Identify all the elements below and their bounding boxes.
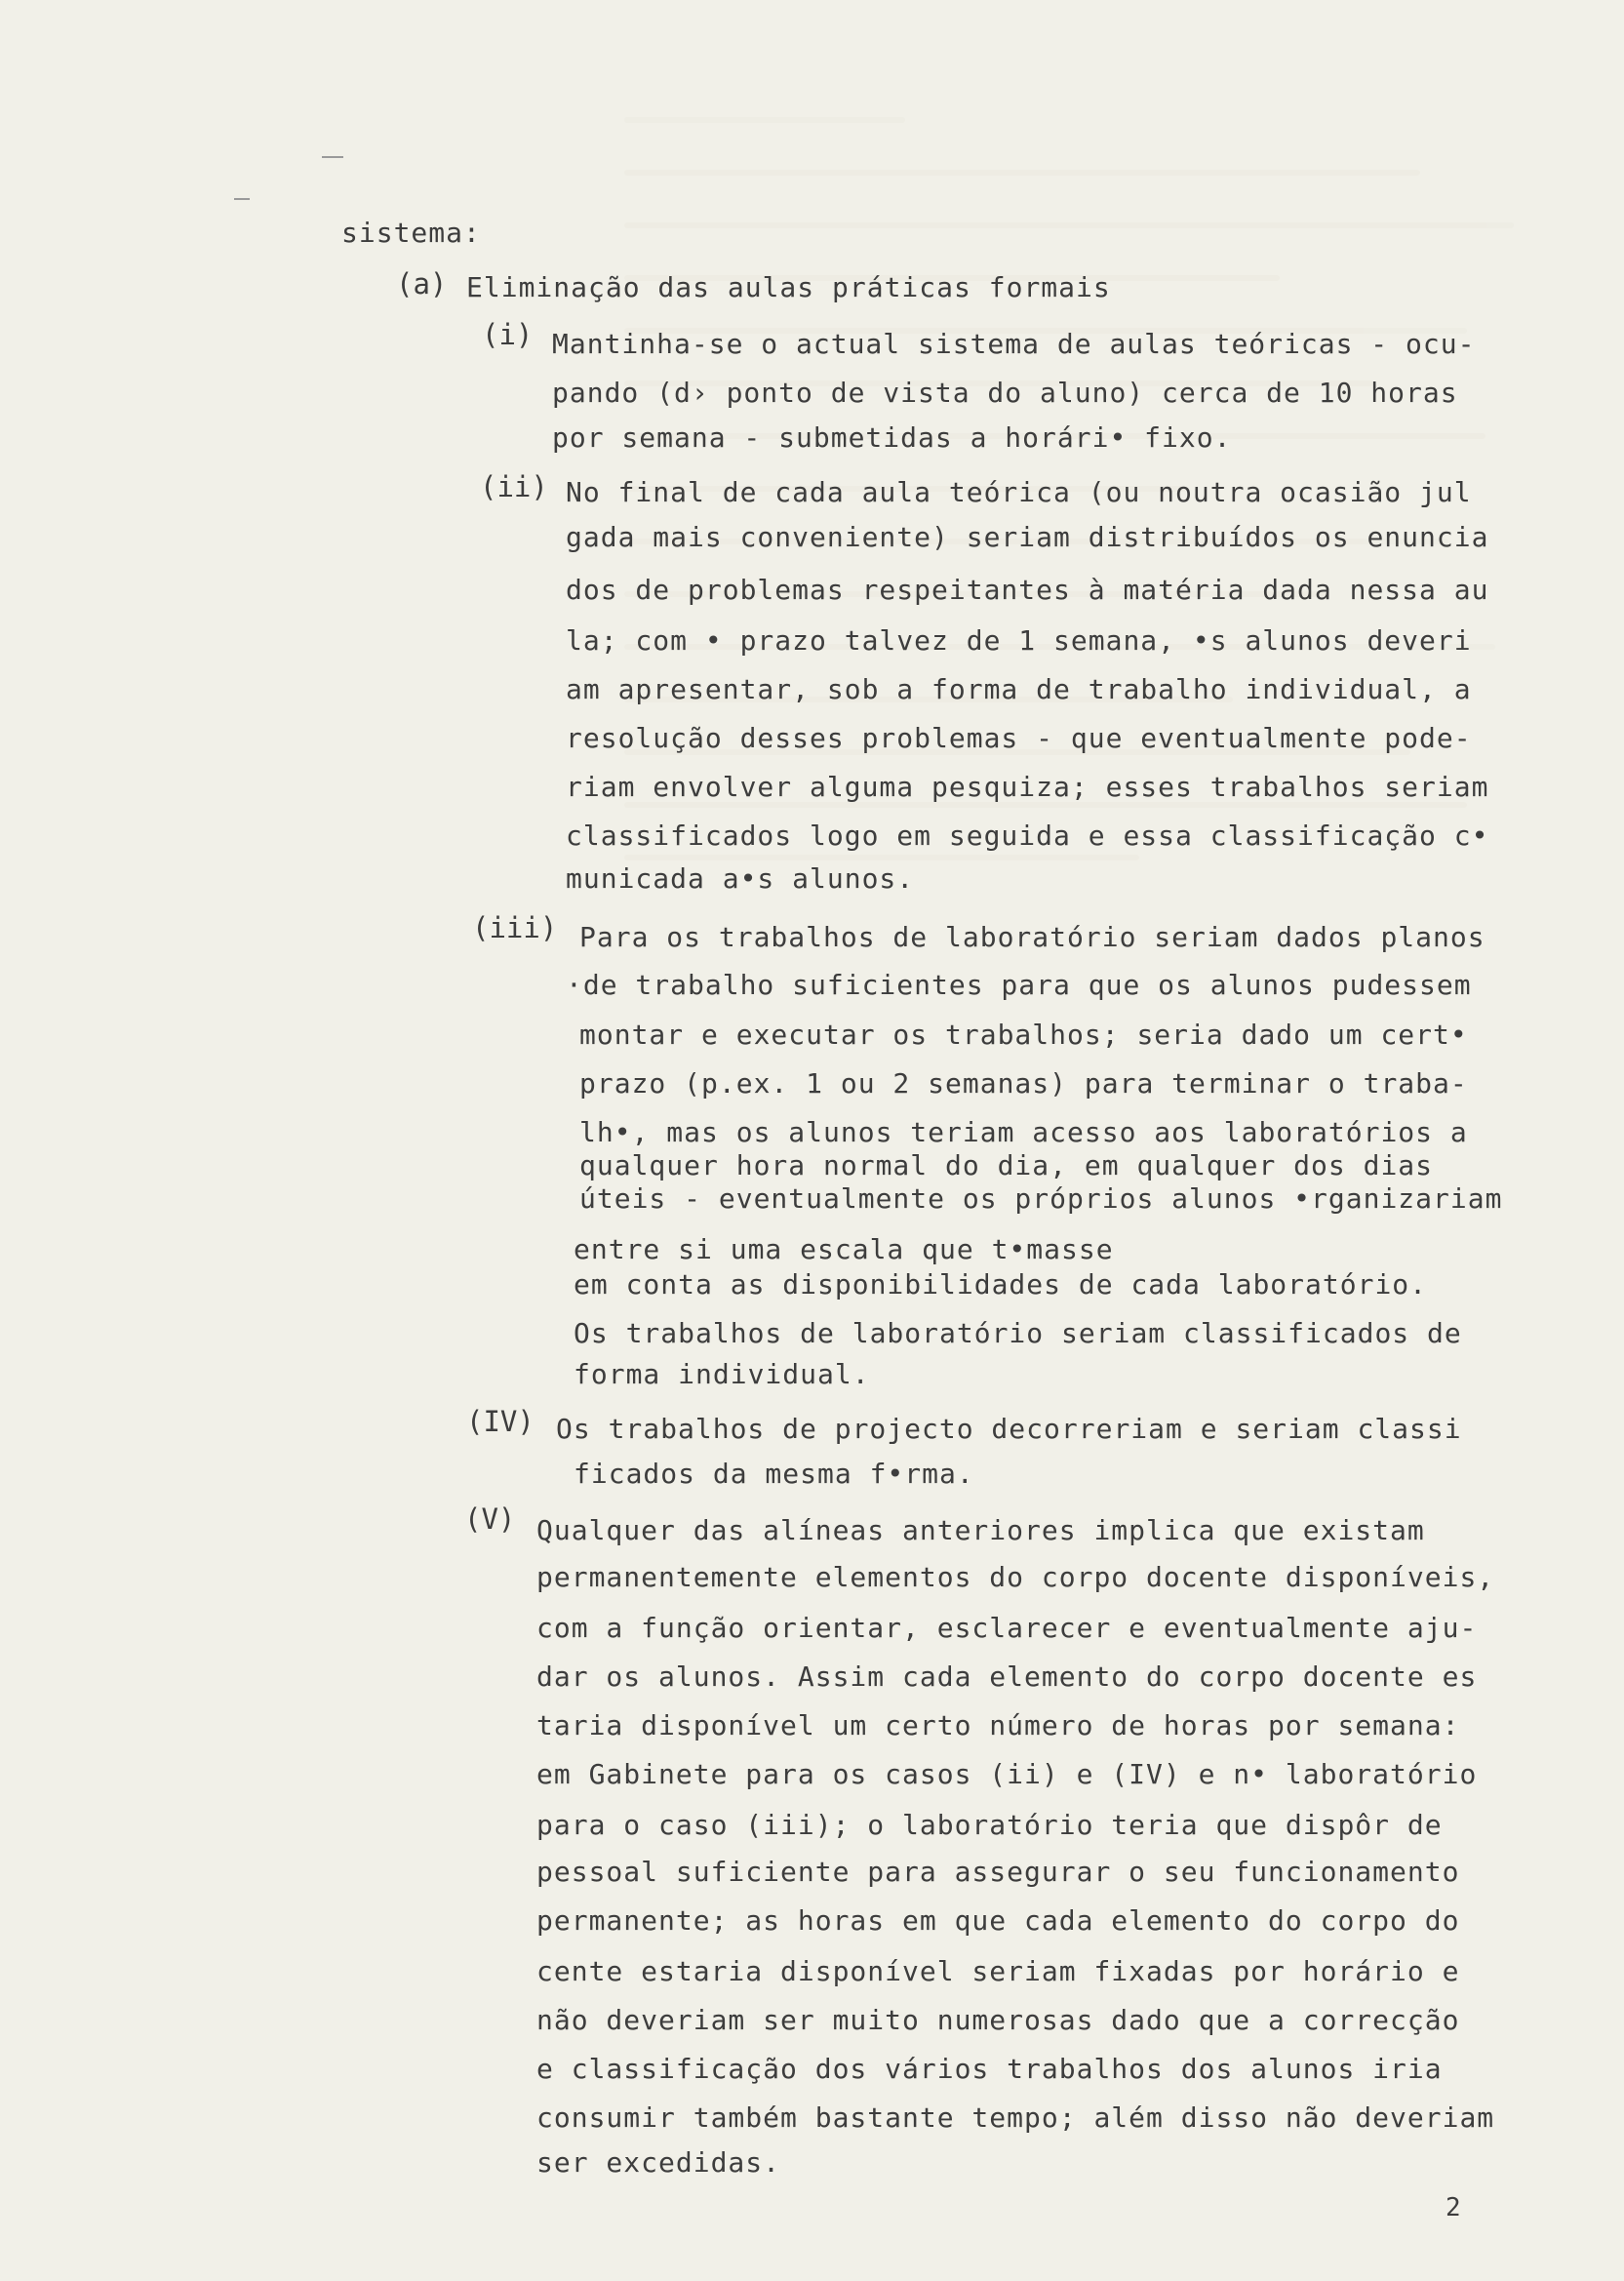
item-label: (IV) xyxy=(466,1405,535,1438)
item-line: am apresentar, sob a forma de trabalho individual, a xyxy=(566,673,1472,705)
item-line: montar e executar os trabalhos; seria dado um cert• xyxy=(579,1019,1468,1051)
item-line: Os trabalhos de projecto decorreriam e seriam classi xyxy=(556,1413,1462,1445)
item-line: Mantinha-se o actual sistema de aulas teóricas - ocu- xyxy=(552,328,1476,360)
item-line: cente estaria disponível seriam fixadas por horário e xyxy=(536,1955,1460,1987)
item-line: Para os trabalhos de laboratório seriam dados planos xyxy=(579,921,1485,953)
item-line: não deveriam ser muito numerosas dado que a correcção xyxy=(536,2004,1460,2036)
item-line: e classificação dos vários trabalhos dos alunos iria xyxy=(536,2053,1443,2085)
item-label: (i) xyxy=(482,318,534,351)
stray-mark xyxy=(234,198,250,200)
item-line: No final de cada aula teórica (ou noutra ocasião jul xyxy=(566,476,1472,508)
item-line: riam envolver alguma pesquiza; esses trabalhos seriam xyxy=(566,771,1489,803)
item-line: entre si uma escala que t•masse xyxy=(574,1233,1114,1265)
item-line: gada mais conveniente) seriam distribuídos os enuncia xyxy=(566,521,1489,553)
item-line: Qualquer das alíneas anteriores implica que existam xyxy=(536,1514,1425,1546)
item-line: Os trabalhos de laboratório seriam classificados de xyxy=(574,1317,1462,1349)
opening-text: sistema: xyxy=(341,217,481,249)
item-line: ser excedidas. xyxy=(536,2146,781,2179)
item-line: classificados logo em seguida e essa classificação c• xyxy=(566,820,1489,852)
item-line: dar os alunos. Assim cada elemento do corpo docente es xyxy=(536,1661,1478,1693)
item-line: la; com • prazo talvez de 1 semana, •s alunos deveri xyxy=(566,624,1472,657)
item-line: lh•, mas os alunos teriam acesso aos laboratórios a xyxy=(579,1116,1468,1148)
item-line: forma individual. xyxy=(574,1358,870,1390)
stray-mark xyxy=(322,156,343,158)
item-line: por semana - submetidas a horári• fixo. xyxy=(552,421,1232,454)
item-line: com a função orientar, esclarecer e eventualmente aju- xyxy=(536,1612,1478,1644)
item-line: dos de problemas respeitantes à matéria dada nessa au xyxy=(566,574,1489,606)
item-label: (iii) xyxy=(472,911,558,944)
item-line: ficados da mesma f•rma. xyxy=(574,1458,974,1490)
item-line: permanentemente elementos do corpo docente disponíveis, xyxy=(536,1561,1495,1593)
item-line: pando (d› ponto de vista do aluno) cerca de 10 horas xyxy=(552,377,1458,409)
section-a-label: (a) xyxy=(396,267,448,300)
item-line: úteis - eventualmente os próprios alunos •rganizariam xyxy=(579,1182,1503,1215)
item-line: para o caso (iii); o laboratório teria que dispôr de xyxy=(536,1809,1443,1841)
item-line: consumir também bastante tempo; além disso não deveriam xyxy=(536,2101,1495,2134)
item-line: qualquer hora normal do dia, em qualquer dos dias xyxy=(579,1149,1434,1181)
item-label: (ii) xyxy=(480,470,548,503)
item-line: pessoal suficiente para assegurar o seu funcionamento xyxy=(536,1856,1460,1888)
item-line: em conta as disponibilidades de cada laboratório. xyxy=(574,1268,1428,1301)
item-label: (V) xyxy=(464,1502,516,1536)
item-line: em Gabinete para os casos (ii) e (IV) e n• laboratório xyxy=(536,1758,1478,1790)
item-line: taria disponível um certo número de horas por semana: xyxy=(536,1709,1460,1741)
section-a-title: Eliminação das aulas práticas formais xyxy=(466,271,1111,303)
item-line: prazo (p.ex. 1 ou 2 semanas) para terminar o traba- xyxy=(579,1067,1468,1100)
page-number: 2 xyxy=(1446,2193,1461,2222)
item-line: permanente; as horas em que cada elemento do corpo do xyxy=(536,1904,1460,1937)
item-line: ·de trabalho suficientes para que os alunos pudessem xyxy=(566,969,1472,1001)
item-line: municada a•s alunos. xyxy=(566,862,915,895)
item-line: resolução desses problemas - que eventualmente pode- xyxy=(566,722,1472,754)
